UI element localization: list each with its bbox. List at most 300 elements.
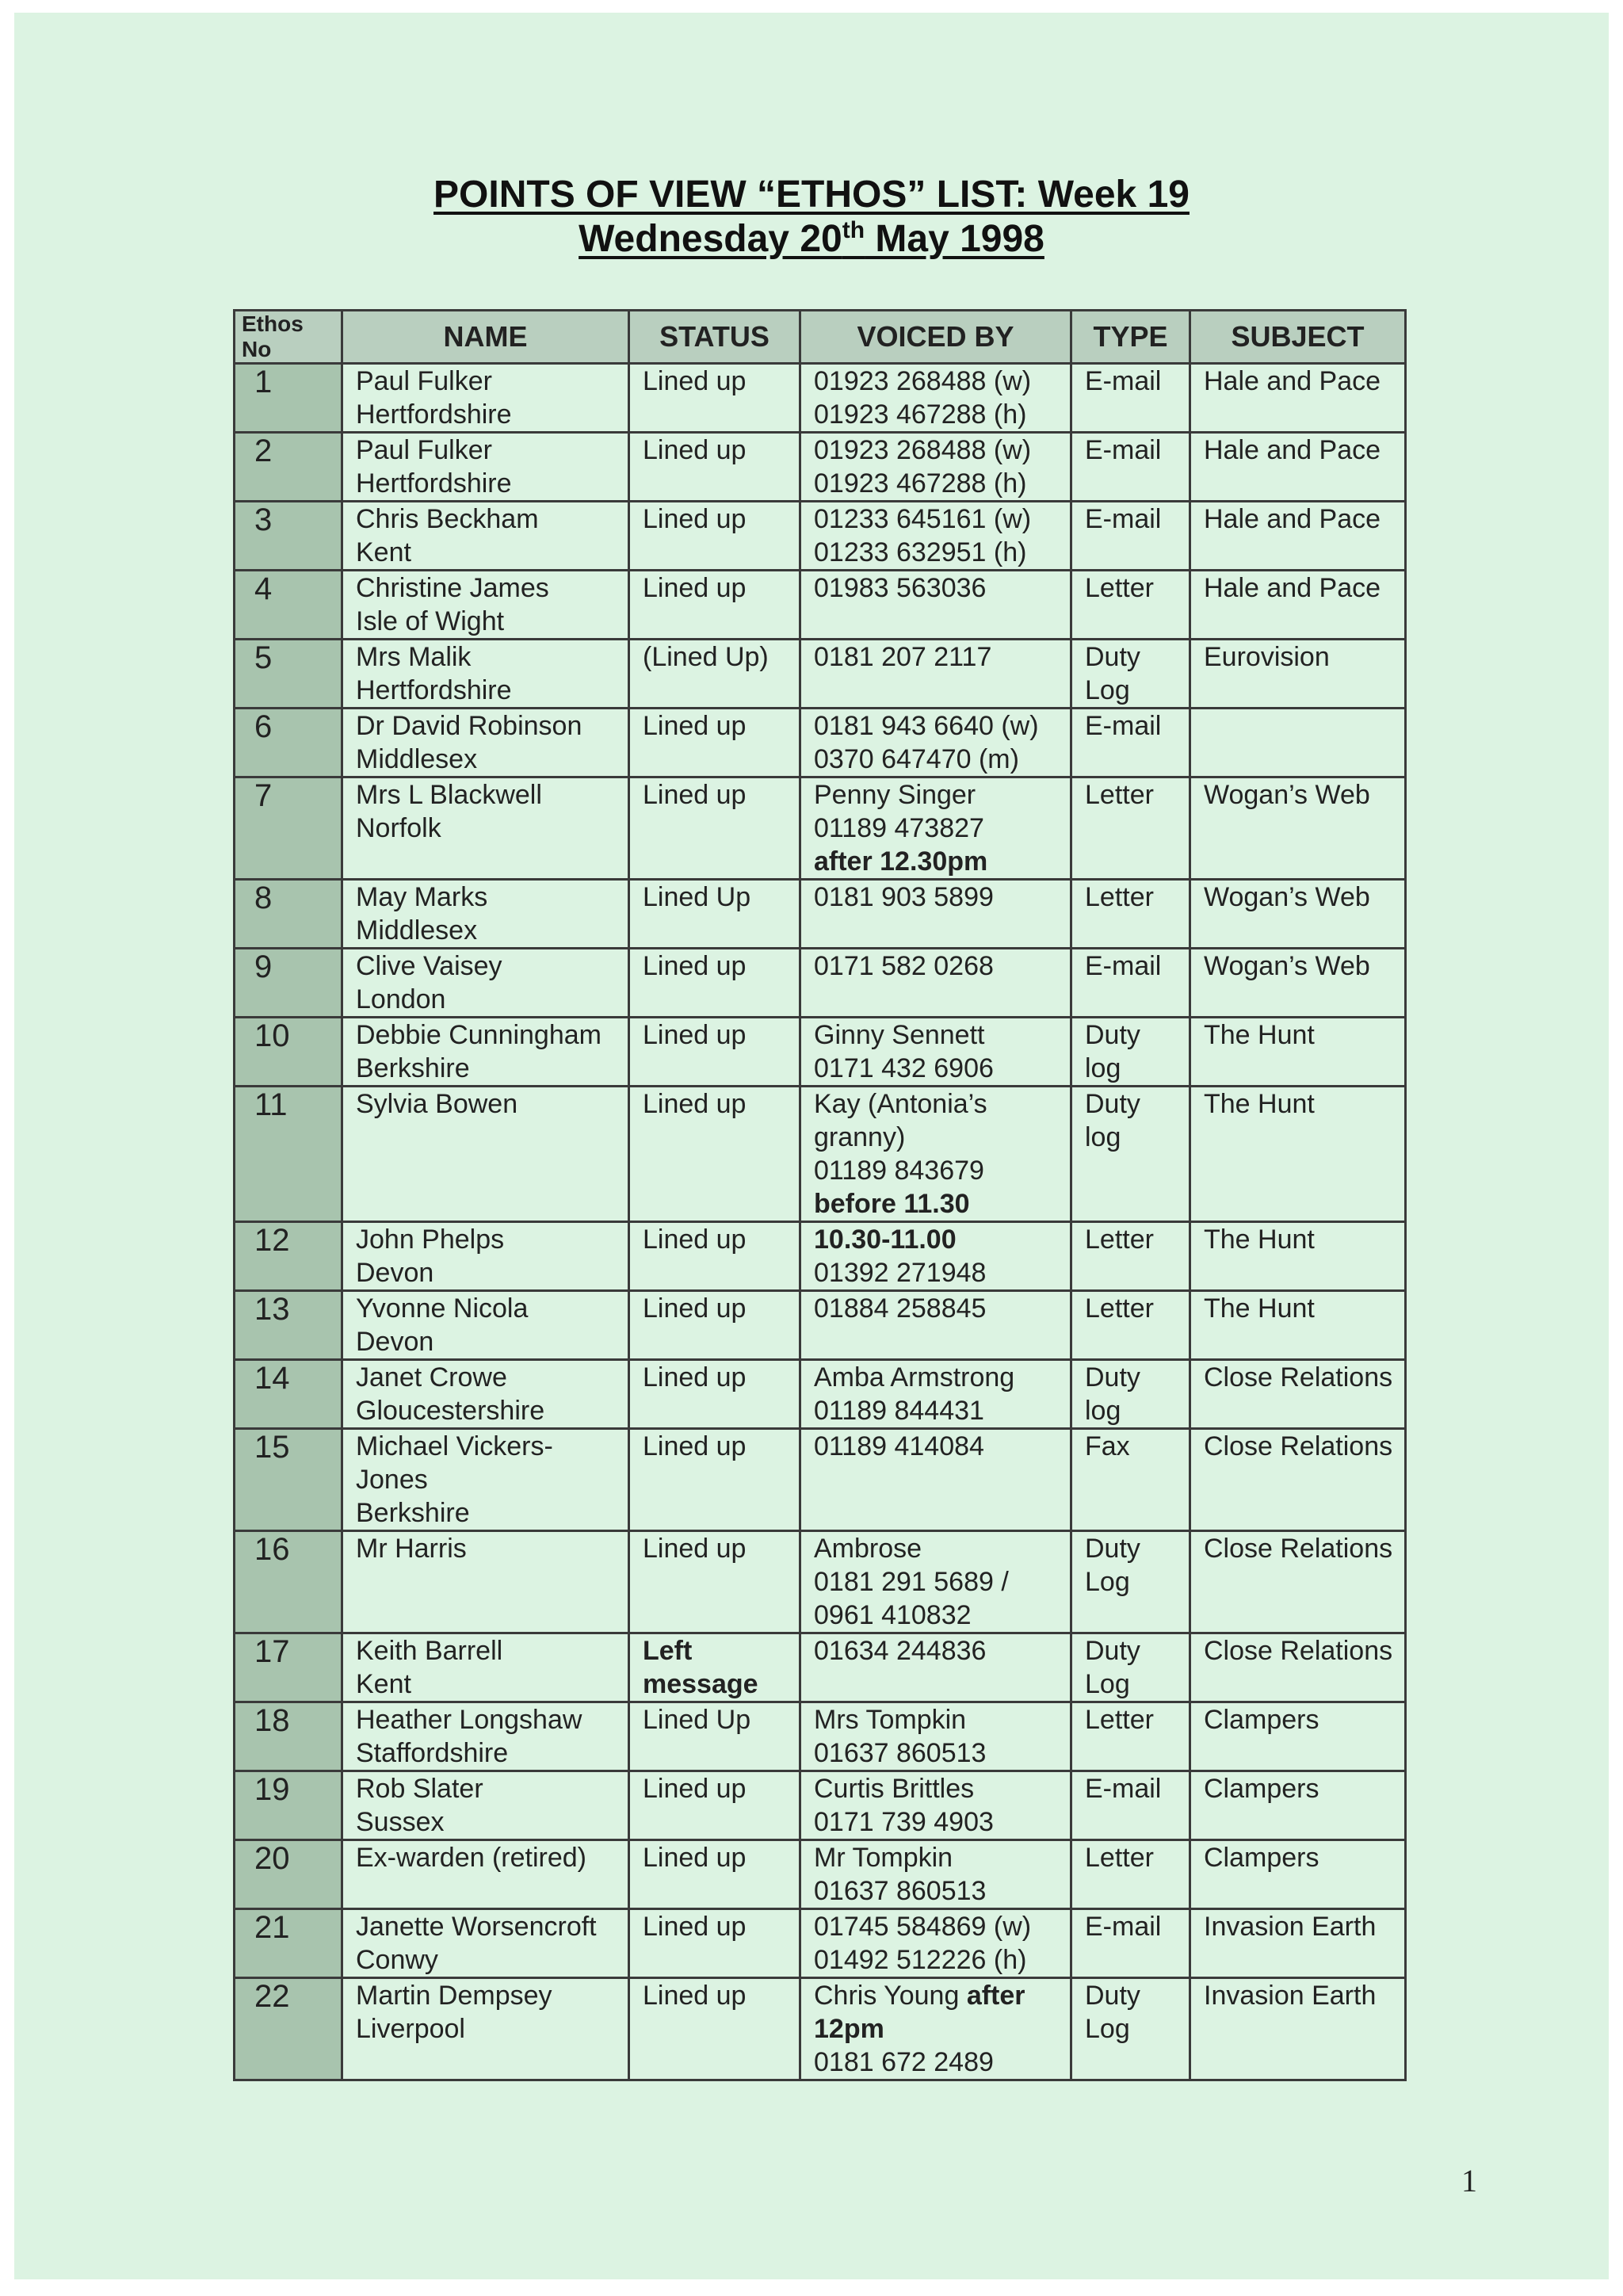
type-cell — [1071, 571, 1190, 640]
name-cell — [342, 1018, 629, 1087]
type-cell — [1071, 1222, 1190, 1291]
document-title: POINTS OF VIEW “ETHOS” LIST: Week 19 — [433, 174, 1190, 216]
cell-text: Duty log — [1085, 1362, 1140, 1426]
subject-cell — [1190, 1531, 1406, 1633]
status-cell — [629, 571, 800, 640]
table-row — [235, 709, 1406, 777]
table-row — [235, 949, 1406, 1018]
voiced-by-cell — [800, 777, 1071, 880]
cell-text: Fax — [1085, 1431, 1130, 1461]
status-cell — [629, 1840, 800, 1909]
cell-text: The Hunt — [1204, 1020, 1315, 1050]
cell-text: E-mail — [1085, 366, 1162, 396]
cell-text: Rob Slater Sussex — [356, 1774, 483, 1837]
type-cell — [1071, 1771, 1190, 1840]
status-cell — [629, 1531, 800, 1633]
name-cell — [342, 433, 629, 502]
name-cell — [342, 502, 629, 571]
cell-text: Ginny Sennett 0171 432 6906 — [814, 1020, 994, 1083]
type-cell — [1071, 1702, 1190, 1771]
cell-text: Clampers — [1204, 1843, 1319, 1873]
cell-text: Letter — [1085, 1843, 1154, 1873]
cell-text: 0181 903 5899 — [814, 882, 994, 912]
voiced-by-cell — [800, 1429, 1071, 1531]
table-row — [235, 1909, 1406, 1978]
cell-text: Invasion Earth — [1204, 1981, 1377, 2011]
status-cell — [629, 1909, 800, 1978]
cell-text: Lined Up — [643, 1705, 751, 1735]
type-cell — [1071, 1978, 1190, 2080]
ethos-number — [235, 709, 342, 777]
cell-text: Letter — [1085, 882, 1154, 912]
cell-text: Ex-warden (retired) — [356, 1843, 586, 1873]
ethos-number — [235, 640, 342, 709]
type-cell — [1071, 709, 1190, 777]
cell-text: 10.30-11.00 — [814, 1224, 957, 1255]
table-row — [235, 433, 1406, 502]
name-cell — [342, 709, 629, 777]
voiced-by-cell — [800, 1840, 1071, 1909]
table-row — [235, 777, 1406, 880]
name-cell — [342, 1771, 629, 1840]
voiced-by-cell — [800, 949, 1071, 1018]
cell-text: 01233 645161 (w) 01233 632951 (h) — [814, 504, 1032, 567]
cell-text: 2 — [254, 434, 273, 468]
cell-text: 6 — [254, 709, 273, 744]
cell-text: Lined up — [643, 1843, 747, 1873]
voiced-by-cell — [800, 571, 1071, 640]
cell-text: 1 — [254, 365, 273, 399]
cell-text: Clampers — [1204, 1774, 1319, 1804]
cell-text: 01189 414084 — [814, 1431, 984, 1461]
subject-cell — [1190, 364, 1406, 433]
voiced-by-cell — [800, 1360, 1071, 1429]
subject-cell — [1190, 1633, 1406, 1702]
cell-text: Hale and Pace — [1204, 573, 1381, 603]
cell-text: The Hunt — [1204, 1224, 1315, 1255]
voiced-by-cell — [800, 1909, 1071, 1978]
cell-text: Invasion Earth — [1204, 1912, 1377, 1942]
cell-text: Duty Log — [1085, 642, 1140, 705]
cell-text: before 11.30 — [814, 1189, 970, 1219]
cell-text: Amba Armstrong 01189 844431 — [814, 1362, 1015, 1426]
voiced-by-cell — [800, 1702, 1071, 1771]
table-row — [235, 1978, 1406, 2080]
cell-text: Lined up — [643, 711, 747, 741]
cell-text: 01884 258845 — [814, 1293, 987, 1324]
cell-text: Penny Singer 01189 473827 — [814, 780, 984, 843]
subject-cell — [1190, 777, 1406, 880]
cell-text: Debbie Cunningham Berkshire — [356, 1020, 601, 1083]
table-row — [235, 1087, 1406, 1222]
ethos-number — [235, 1909, 342, 1978]
cell-text: Keith Barrell Kent — [356, 1636, 503, 1699]
cell-text: John Phelps Devon — [356, 1224, 505, 1288]
subject-cell — [1190, 1429, 1406, 1531]
name-cell — [342, 880, 629, 949]
document-date: Wednesday 20th May 1998 — [579, 217, 1044, 260]
name-cell — [342, 1087, 629, 1222]
cell-text: Lined up — [643, 573, 747, 603]
status-cell — [629, 1702, 800, 1771]
type-cell — [1071, 1429, 1190, 1531]
cell-text: Duty log — [1085, 1020, 1140, 1083]
table-row — [235, 364, 1406, 433]
cell-text: 12 — [254, 1223, 290, 1258]
status-cell — [629, 1222, 800, 1291]
cell-text: 11 — [254, 1087, 288, 1122]
cell-text: Mrs Tompkin 01637 860513 — [814, 1705, 987, 1768]
subject-cell — [1190, 1702, 1406, 1771]
ethos-number — [235, 1633, 342, 1702]
name-cell — [342, 1702, 629, 1771]
cell-text: 13 — [254, 1292, 290, 1327]
cell-text: Lined up — [643, 1293, 747, 1324]
status-cell — [629, 709, 800, 777]
voiced-by-cell — [800, 433, 1071, 502]
table-row — [235, 1018, 1406, 1087]
name-cell — [342, 364, 629, 433]
cell-text: Letter — [1085, 780, 1154, 810]
subject-cell — [1190, 640, 1406, 709]
voiced-by-cell — [800, 1978, 1071, 2080]
subject-cell — [1190, 1018, 1406, 1087]
cell-text: Hale and Pace — [1204, 435, 1381, 465]
cell-text: Close Relations — [1204, 1534, 1393, 1564]
cell-text: Lined up — [643, 366, 747, 396]
status-cell — [629, 1360, 800, 1429]
voiced-by-cell — [800, 880, 1071, 949]
subject-cell — [1190, 880, 1406, 949]
type-cell — [1071, 1018, 1190, 1087]
cell-text: E-mail — [1085, 1912, 1162, 1942]
subject-cell — [1190, 1840, 1406, 1909]
cell-text: Eurovision — [1204, 642, 1330, 672]
cell-text: Christine James Isle of Wight — [356, 573, 549, 636]
cell-text: Sylvia Bowen — [356, 1089, 518, 1119]
name-cell — [342, 777, 629, 880]
ethos-number — [235, 571, 342, 640]
ethos-number — [235, 777, 342, 880]
table-header-row — [235, 311, 1406, 364]
type-cell — [1071, 1531, 1190, 1633]
ethos-number — [235, 1702, 342, 1771]
ethos-number — [235, 1840, 342, 1909]
status-cell — [629, 1978, 800, 2080]
header-name: NAME — [342, 311, 629, 364]
ethos-number — [235, 1291, 342, 1360]
name-cell — [342, 1840, 629, 1909]
voiced-by-cell — [800, 1531, 1071, 1633]
cell-text: 0171 582 0268 — [814, 951, 994, 981]
ethos-number — [235, 1771, 342, 1840]
status-cell — [629, 1291, 800, 1360]
type-cell — [1071, 777, 1190, 880]
cell-text: Yvonne Nicola Devon — [356, 1293, 529, 1357]
table-row — [235, 1222, 1406, 1291]
cell-text: Left message — [643, 1636, 758, 1699]
cell-text: The Hunt — [1204, 1089, 1315, 1119]
cell-text: Duty Log — [1085, 1981, 1140, 2044]
cell-text: Letter — [1085, 1293, 1154, 1324]
status-cell — [629, 1429, 800, 1531]
status-cell — [629, 1087, 800, 1222]
status-cell — [629, 1633, 800, 1702]
voiced-by-cell — [800, 1291, 1071, 1360]
status-cell — [629, 433, 800, 502]
cell-text: Lined up — [643, 780, 747, 810]
status-cell — [629, 1771, 800, 1840]
voiced-by-cell — [800, 1771, 1071, 1840]
cell-text: Clive Vaisey London — [356, 951, 502, 1014]
table-row — [235, 1291, 1406, 1360]
voiced-by-cell — [800, 1222, 1071, 1291]
type-cell — [1071, 880, 1190, 949]
cell-text: 21 — [254, 1910, 290, 1945]
cell-text: 4 — [254, 571, 273, 606]
cell-text: Mrs L Blackwell Norfolk — [356, 780, 542, 843]
cell-text: 12pm — [814, 2014, 884, 2044]
cell-text: Lined up — [643, 1020, 747, 1050]
cell-text: 7 — [254, 778, 273, 813]
cell-text: 0181 672 2489 — [814, 2047, 994, 2077]
cell-text: 5 — [254, 640, 273, 675]
cell-text: 19 — [254, 1772, 290, 1807]
cell-text: Lined up — [643, 1431, 747, 1461]
table-row — [235, 1771, 1406, 1840]
cell-text: 17 — [254, 1634, 290, 1669]
status-cell — [629, 777, 800, 880]
cell-text: Lined up — [643, 1224, 747, 1255]
cell-text: Lined up — [643, 435, 747, 465]
table-row — [235, 502, 1406, 571]
cell-text: 18 — [254, 1703, 290, 1738]
cell-text: E-mail — [1085, 951, 1162, 981]
cell-text: 16 — [254, 1532, 290, 1567]
subject-cell — [1190, 571, 1406, 640]
cell-text: Letter — [1085, 1705, 1154, 1735]
type-cell — [1071, 1840, 1190, 1909]
type-cell — [1071, 502, 1190, 571]
cell-text: Close Relations — [1204, 1362, 1393, 1392]
table-row — [235, 1702, 1406, 1771]
cell-text: Chris Beckham Kent — [356, 504, 539, 567]
voiced-by-cell — [800, 1633, 1071, 1702]
voiced-by-cell — [800, 709, 1071, 777]
voiced-by-cell — [800, 1087, 1071, 1222]
ethos-number — [235, 1360, 342, 1429]
status-cell — [629, 502, 800, 571]
cell-text: Martin Dempsey Liverpool — [356, 1981, 552, 2044]
table-row — [235, 1840, 1406, 1909]
cell-text: Kay (Antonia’s granny) 01189 843679 — [814, 1089, 987, 1186]
name-cell — [342, 1360, 629, 1429]
status-cell — [629, 1018, 800, 1087]
header-status: STATUS — [629, 311, 800, 364]
ethos-number — [235, 1531, 342, 1633]
cell-text: Hale and Pace — [1204, 504, 1381, 534]
subject-cell — [1190, 1909, 1406, 1978]
cell-text: after — [966, 1981, 1025, 2011]
subject-cell — [1190, 1291, 1406, 1360]
header-voiced-by: VOICED BY — [800, 311, 1071, 364]
type-cell — [1071, 1360, 1190, 1429]
subject-cell — [1190, 502, 1406, 571]
name-cell — [342, 1429, 629, 1531]
ethos-number — [235, 1087, 342, 1222]
cell-text: 0181 943 6640 (w) 0370 647470 (m) — [814, 711, 1039, 774]
cell-text: Paul Fulker Hertfordshire — [356, 435, 512, 499]
ethos-number — [235, 1978, 342, 2080]
name-cell — [342, 1222, 629, 1291]
ethos-number — [235, 433, 342, 502]
table-row — [235, 1429, 1406, 1531]
cell-text: Wogan’s Web — [1204, 951, 1370, 981]
cell-text: E-mail — [1085, 1774, 1162, 1804]
cell-text: 01392 271948 — [814, 1258, 987, 1288]
status-cell — [629, 640, 800, 709]
name-cell — [342, 640, 629, 709]
ethos-number — [235, 364, 342, 433]
subject-cell — [1190, 1222, 1406, 1291]
cell-text: Mr Tompkin 01637 860513 — [814, 1843, 987, 1906]
type-cell — [1071, 949, 1190, 1018]
subject-cell — [1190, 709, 1406, 777]
voiced-by-cell — [800, 364, 1071, 433]
type-cell — [1071, 1087, 1190, 1222]
cell-text: Close Relations — [1204, 1636, 1393, 1666]
ethos-table — [233, 309, 1407, 2081]
name-cell — [342, 949, 629, 1018]
type-cell — [1071, 1909, 1190, 1978]
cell-text: The Hunt — [1204, 1293, 1315, 1324]
subject-cell — [1190, 1360, 1406, 1429]
cell-text: Lined up — [643, 951, 747, 981]
ethos-number — [235, 880, 342, 949]
cell-text: Wogan’s Web — [1204, 882, 1370, 912]
ethos-number — [235, 949, 342, 1018]
table-row — [235, 640, 1406, 709]
cell-text: Letter — [1085, 573, 1154, 603]
cell-text: E-mail — [1085, 435, 1162, 465]
cell-text: 01634 244836 — [814, 1636, 987, 1666]
cell-text: Curtis Brittles 0171 739 4903 — [814, 1774, 994, 1837]
cell-text: Chris Young — [814, 1981, 967, 2011]
cell-text: 8 — [254, 881, 273, 915]
cell-text: 01983 563036 — [814, 573, 987, 603]
cell-text: Heather Longshaw Staffordshire — [356, 1705, 582, 1768]
cell-text: Mrs Malik Hertfordshire — [356, 642, 512, 705]
cell-text: 14 — [254, 1361, 290, 1396]
header-ethos-no: Ethos No — [235, 311, 342, 364]
cell-text: 01923 268488 (w) 01923 467288 (h) — [814, 366, 1032, 430]
name-cell — [342, 571, 629, 640]
ethos-number — [235, 502, 342, 571]
name-cell — [342, 1978, 629, 2080]
type-cell — [1071, 364, 1190, 433]
cell-text: 15 — [254, 1430, 290, 1465]
header-subject: SUBJECT — [1190, 311, 1406, 364]
cell-text: 20 — [254, 1841, 290, 1876]
cell-text: Mr Harris — [356, 1534, 467, 1564]
cell-text: Close Relations — [1204, 1431, 1393, 1461]
cell-text: Paul Fulker Hertfordshire — [356, 366, 512, 430]
cell-text: Lined up — [643, 1774, 747, 1804]
cell-text: Janette Worsencroft Conwy — [356, 1912, 597, 1975]
cell-text: Letter — [1085, 1224, 1154, 1255]
cell-text: Wogan’s Web — [1204, 780, 1370, 810]
cell-text: Lined up — [643, 1981, 747, 2011]
cell-text: 3 — [254, 502, 273, 537]
page-number: 1 — [1461, 2163, 1477, 2199]
cell-text: Lined up — [643, 1912, 747, 1942]
type-cell — [1071, 640, 1190, 709]
cell-text: Duty log — [1085, 1089, 1140, 1152]
cell-text: 01745 584869 (w) 01492 512226 (h) — [814, 1912, 1032, 1975]
cell-text: 10 — [254, 1018, 290, 1053]
table-row — [235, 1531, 1406, 1633]
subject-cell — [1190, 1978, 1406, 2080]
cell-text: 01923 268488 (w) 01923 467288 (h) — [814, 435, 1032, 499]
subject-cell — [1190, 433, 1406, 502]
table-row — [235, 1360, 1406, 1429]
cell-text: after 12.30pm — [814, 846, 988, 877]
name-cell — [342, 1291, 629, 1360]
ethos-number — [235, 1429, 342, 1531]
cell-text: Michael Vickers- Jones Berkshire — [356, 1431, 553, 1528]
subject-cell — [1190, 949, 1406, 1018]
table-row — [235, 1633, 1406, 1702]
cell-text: Duty Log — [1085, 1636, 1140, 1699]
cell-text: Lined up — [643, 1362, 747, 1392]
type-cell — [1071, 433, 1190, 502]
ethos-number — [235, 1222, 342, 1291]
cell-text: Lined up — [643, 1534, 747, 1564]
cell-text: Janet Crowe Gloucestershire — [356, 1362, 545, 1426]
cell-text: 0181 207 2117 — [814, 642, 992, 672]
cell-text: Duty Log — [1085, 1534, 1140, 1597]
header-type: TYPE — [1071, 311, 1190, 364]
cell-text: May Marks Middlesex — [356, 882, 488, 946]
name-cell — [342, 1909, 629, 1978]
status-cell — [629, 880, 800, 949]
name-cell — [342, 1633, 629, 1702]
table-body — [235, 364, 1406, 2080]
cell-text: Lined up — [643, 1089, 747, 1119]
cell-text: Hale and Pace — [1204, 366, 1381, 396]
table-row — [235, 880, 1406, 949]
cell-text: E-mail — [1085, 711, 1162, 741]
cell-text: Ambrose 0181 291 5689 / 0961 410832 — [814, 1534, 1009, 1630]
status-cell — [629, 364, 800, 433]
voiced-by-cell — [800, 640, 1071, 709]
ethos-number — [235, 1018, 342, 1087]
voiced-by-cell — [800, 502, 1071, 571]
subject-cell — [1190, 1087, 1406, 1222]
type-cell — [1071, 1291, 1190, 1360]
type-cell — [1071, 1633, 1190, 1702]
cell-text: 9 — [254, 949, 273, 984]
cell-text: Dr David Robinson Middlesex — [356, 711, 582, 774]
status-cell — [629, 949, 800, 1018]
subject-cell — [1190, 1771, 1406, 1840]
cell-text: Lined up — [643, 504, 747, 534]
cell-text: E-mail — [1085, 504, 1162, 534]
name-cell — [342, 1531, 629, 1633]
table-row — [235, 571, 1406, 640]
cell-text: Clampers — [1204, 1705, 1319, 1735]
cell-text: (Lined Up) — [643, 642, 769, 672]
